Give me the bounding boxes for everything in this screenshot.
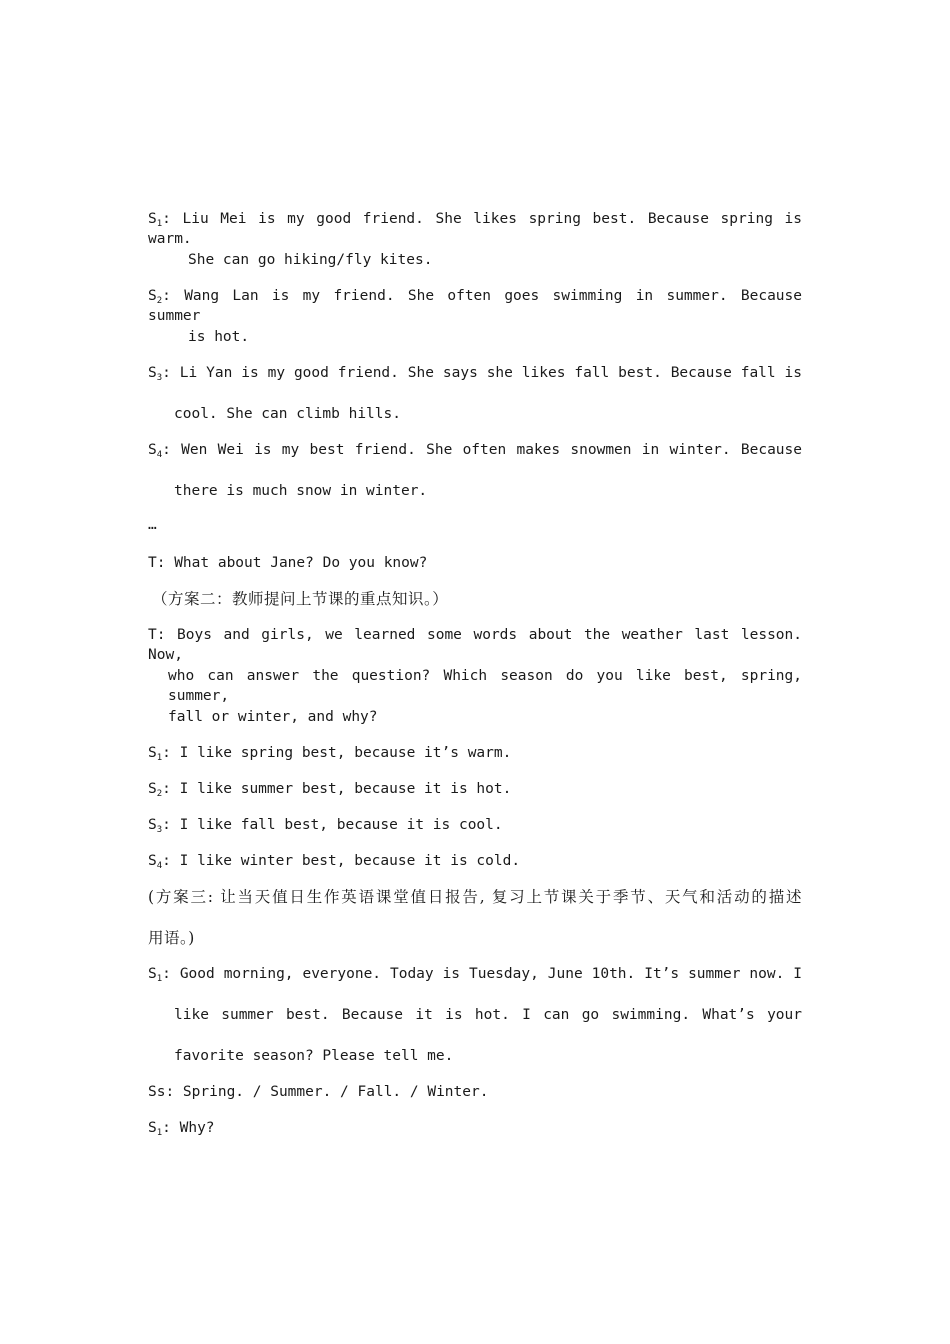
s2-line-1: $S_2$: Wang Lan is my friend. She often goes swimming in summer. Because summer bbox=[148, 288, 802, 324]
plan-two-heading: （方案二：教师提问上节课的重点知识。） bbox=[152, 590, 449, 608]
plan-two-teacher-line-1: T: Boys and girls, we learned some words about the weather last lesson. Now, bbox=[148, 627, 802, 663]
plan-three-s1-line-2: like summer best. Because it is hot. I can go swimming. What’s your bbox=[174, 1007, 802, 1023]
plan-three-s1-line-3: favorite season? Please tell me. bbox=[174, 1048, 454, 1064]
s1-line-2: She can go hiking/fly kites. bbox=[188, 252, 433, 268]
s3-line-1: $S_3$: Li Yan is my good friend. She says she likes fall best. Because fall is bbox=[148, 365, 802, 383]
plan-three-ss-answer: Ss: Spring. / Summer. / Fall. / Winter. bbox=[148, 1084, 489, 1100]
plan-two-s1: $S_1$: I like spring best, because it’s warm. bbox=[148, 745, 512, 763]
s2-line-2: is hot. bbox=[188, 329, 250, 345]
ellipsis: … bbox=[148, 517, 157, 533]
plan-three-heading-line-2: 用语。) bbox=[148, 929, 195, 947]
plan-two-s3: $S_3$: I like fall best, because it is cool. bbox=[148, 817, 503, 835]
plan-two-s4: $S_4$: I like winter best, because it is cold. bbox=[148, 853, 521, 871]
s1-line-1: $S_1$: Liu Mei is my good friend. She likes spring best. Because spring is warm. bbox=[148, 211, 802, 247]
plan-three-s1-line-1: $S_1$: Good morning, everyone. Today is Tuesday, June 10th. It’s summer now. I bbox=[148, 966, 802, 984]
s4-line-1: $S_4$: Wen Wei is my best friend. She often makes snowmen in winter. Because bbox=[148, 442, 802, 460]
plan-two-s2: $S_2$: I like summer best, because it is hot. bbox=[148, 781, 512, 799]
teacher-question: T: What about Jane? Do you know? bbox=[148, 555, 428, 571]
plan-three-s1-why: $S_1$: Why? bbox=[148, 1120, 215, 1138]
s4-line-2: there is much snow in winter. bbox=[174, 483, 428, 499]
s3-line-2: cool. She can climb hills. bbox=[174, 406, 401, 422]
plan-two-teacher-line-2: who can answer the question? Which season do you like best, spring, summer, bbox=[168, 668, 802, 704]
plan-three-heading-line-1: (方案三: 让当天值日生作英语课堂值日报告, 复习上节课关于季节、天气和活动的描述 bbox=[148, 888, 802, 906]
plan-two-teacher-line-3: fall or winter, and why? bbox=[168, 709, 378, 725]
